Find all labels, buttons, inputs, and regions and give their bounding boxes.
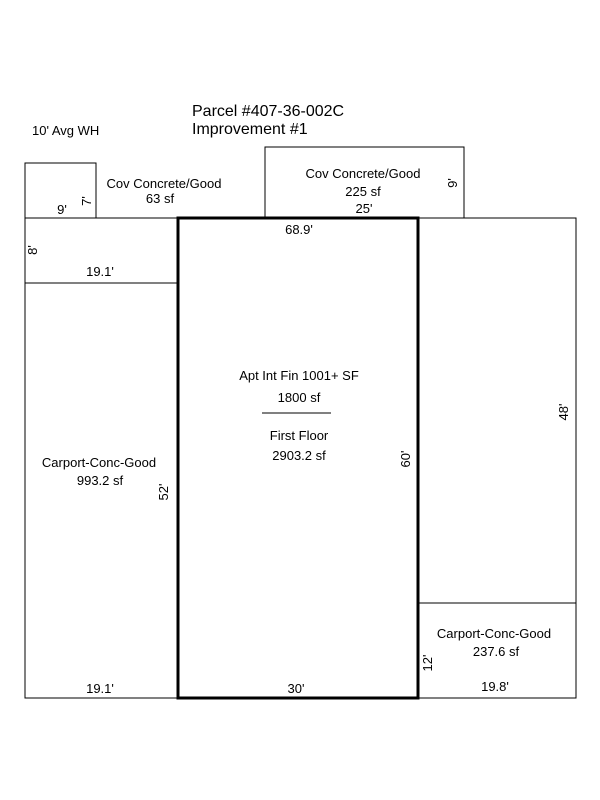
carport-right-depth: 12' bbox=[420, 654, 435, 672]
cov-concrete-small-area: 63 sf bbox=[145, 191, 175, 206]
carport-left-bottom-width: 19.1' bbox=[86, 681, 114, 696]
carport-right-area: 237.6 sf bbox=[472, 644, 520, 659]
first-floor-label: First Floor bbox=[269, 428, 329, 443]
cov-concrete-large-label: Cov Concrete/Good bbox=[305, 166, 421, 181]
parcel-number: Parcel #407-36-002C bbox=[192, 103, 345, 120]
main-area-label: Apt Int Fin 1001+ SF bbox=[239, 368, 359, 383]
wall-height-note: 10' Avg WH bbox=[32, 123, 100, 138]
cov-concrete-small-depth: 7' bbox=[79, 196, 94, 206]
cov-concrete-small-label: Cov Concrete/Good bbox=[106, 176, 222, 191]
main-top-dimension: 68.9' bbox=[285, 222, 313, 237]
main-right-dimension: 60' bbox=[398, 450, 413, 468]
carport-left-upper-depth: 8' bbox=[25, 245, 40, 255]
carport-right-width: 19.8' bbox=[481, 679, 509, 694]
carport-left-area: 993.2 sf bbox=[76, 473, 124, 488]
cov-concrete-large-depth: 9' bbox=[445, 178, 460, 188]
carport-left-label: Carport-Conc-Good bbox=[41, 455, 157, 470]
main-area-size: 1800 sf bbox=[277, 390, 321, 405]
main-left-dimension: 52' bbox=[156, 483, 171, 501]
cov-concrete-small-width: 9' bbox=[57, 202, 67, 217]
improvement-number: Improvement #1 bbox=[192, 121, 308, 138]
cov-concrete-large-area: 225 sf bbox=[345, 184, 381, 199]
cov-concrete-large-width: 25' bbox=[355, 201, 373, 216]
carport-right-label: Carport-Conc-Good bbox=[436, 626, 552, 641]
main-bottom-dimension: 30' bbox=[287, 681, 305, 696]
carport-left-upper-width: 19.1' bbox=[86, 264, 114, 279]
first-floor-area: 2903.2 sf bbox=[272, 448, 326, 463]
carport-right-side-dimension: 48' bbox=[556, 403, 571, 421]
